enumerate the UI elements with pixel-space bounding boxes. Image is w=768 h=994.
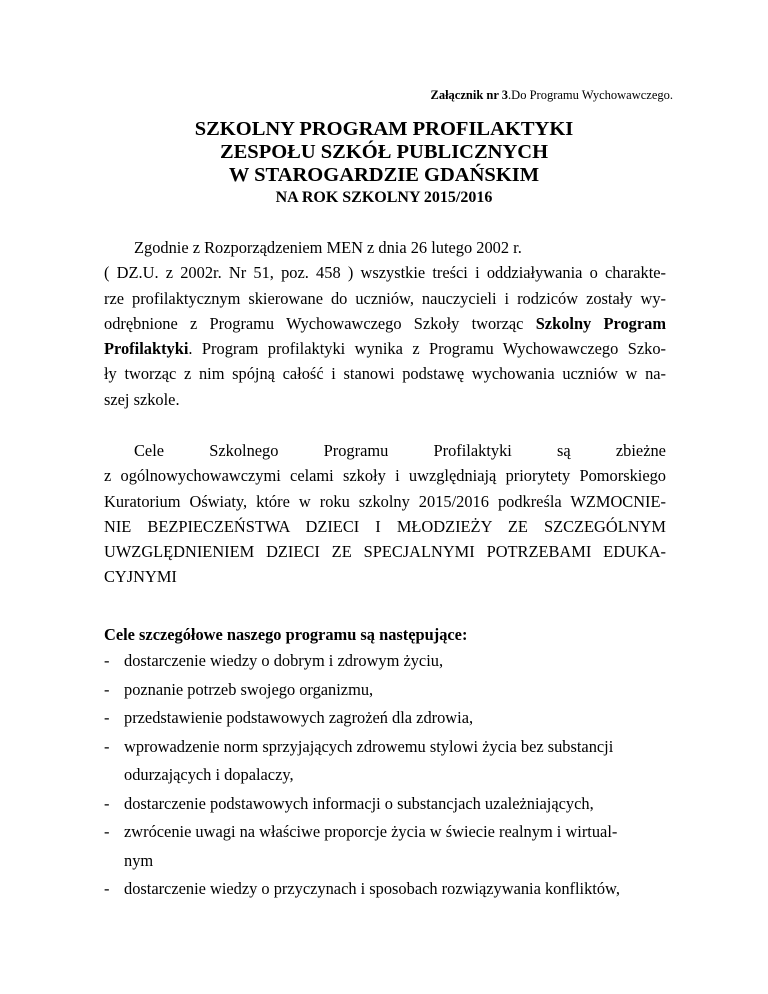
program-name-bold: Profilaktyki [104, 339, 189, 359]
intro-line: Zgodnie z Rozporządzeniem MEN z dnia 26 lutego 2002 r. [134, 238, 522, 257]
goals-line: Kuratorium Oświaty, które w roku szkolny 2015/2016 podkreśla WZMOCNIE- [104, 491, 666, 511]
goals-line-spaced [104, 438, 666, 463]
document-title [0, 118, 768, 208]
goals-list [104, 650, 684, 907]
program-name-bold: Szkolny Program [535, 313, 666, 333]
intro-line [104, 336, 666, 361]
list-item-text: dostarczenie wiedzy o przyczynach i sposobach rozwiązywania konfliktów, [124, 879, 620, 898]
list-item-text: wprowadzenie norm sprzyjających zdrowemu stylowi życia bez substancji [124, 736, 614, 756]
list-item-text: poznanie potrzeb swojego organizmu, [124, 679, 374, 699]
list-item-text: dostarczenie podstawowych informacji o substancjach uzależniających, [124, 793, 594, 813]
title-line-3: W STAROGARDZIE GDAŃSKIM [228, 164, 540, 186]
list-item-text: dostarczenie wiedzy o dobrym i zdrowym życiu, [124, 651, 444, 670]
list-dash: - [104, 736, 110, 756]
list-dash: - [104, 679, 110, 699]
list-item [104, 878, 684, 907]
list-item-continuation: odurzających i dopalaczy, [124, 765, 294, 784]
intro-line: szej szkole. [104, 389, 180, 409]
list-dash: - [104, 879, 110, 898]
annex-text: .Do Programu Wychowawczego. [508, 88, 673, 102]
list-item [104, 793, 684, 822]
goals-word: zbieżne [615, 441, 666, 460]
list-item [104, 821, 684, 850]
goals-paragraph [104, 438, 666, 590]
intro-text: odrębnione z Programu Wychowawczego Szkoły tworząc [104, 313, 536, 333]
goals-word: Profilaktyki [433, 441, 512, 460]
annex-number: Załącznik nr 3 [430, 88, 509, 102]
intro-text: . Program profilaktyki wynika z Programu Wychowawczego Szko- [188, 339, 666, 359]
list-item-continuation: nym [124, 850, 154, 870]
list-item [104, 736, 684, 765]
goals-line: NIE BEZPIECZEŃSTWA DZIECI I MŁODZIEŻY ZE SZCZEGÓLNYM [104, 516, 666, 536]
goals-word: są [557, 441, 571, 460]
list-dash: - [104, 708, 110, 727]
goals-line: CYJNYMI [104, 567, 177, 587]
list-dash: - [104, 822, 110, 841]
intro-line: ( DZ.U. z 2002r. Nr 51, poz. 458 ) wszystkie treści i oddziaływania o charakte- [104, 263, 666, 283]
intro-line: ły tworząc z nim spójną całość i stanowi podstawę wychowania uczniów w na- [104, 364, 666, 384]
list-item [104, 679, 684, 708]
annex-note [430, 87, 673, 103]
list-dash: - [104, 793, 110, 813]
list-dash: - [104, 651, 110, 670]
goals-word: Cele [134, 441, 165, 460]
list-item [104, 707, 684, 736]
title-line-2: ZESPOŁU SZKÓŁ PUBLICZNYCH [219, 141, 549, 163]
list-item [104, 650, 684, 679]
intro-paragraph [104, 235, 666, 412]
goals-line: z ogólnowychowawczymi celami szkoły i uwzględniają priorytety Pomorskiego [104, 466, 666, 486]
section-heading: Cele szczegółowe naszego programu są następujące: [104, 625, 468, 644]
list-item-text: zwrócenie uwagi na właściwe proporcje życia w świecie realnym i wirtual- [124, 822, 618, 841]
goals-word: Szkolnego [209, 441, 279, 460]
title-school-year: NA ROK SZKOLNY 2015/2016 [275, 189, 493, 206]
list-item-text: przedstawienie podstawowych zagrożeń dla zdrowia, [124, 708, 474, 727]
title-line-1: SZKOLNY PROGRAM PROFILAKTYKI [194, 118, 574, 140]
goals-word: Programu [323, 441, 389, 460]
goals-line: UWZGLĘDNIENIEM DZIECI ZE SPECJALNYMI POTRZEBAMI EDUKA- [104, 542, 666, 562]
intro-line: rze profilaktycznym skierowane do uczniów, nauczycieli i rodziców zostały wy- [104, 288, 666, 308]
intro-line [104, 311, 666, 336]
